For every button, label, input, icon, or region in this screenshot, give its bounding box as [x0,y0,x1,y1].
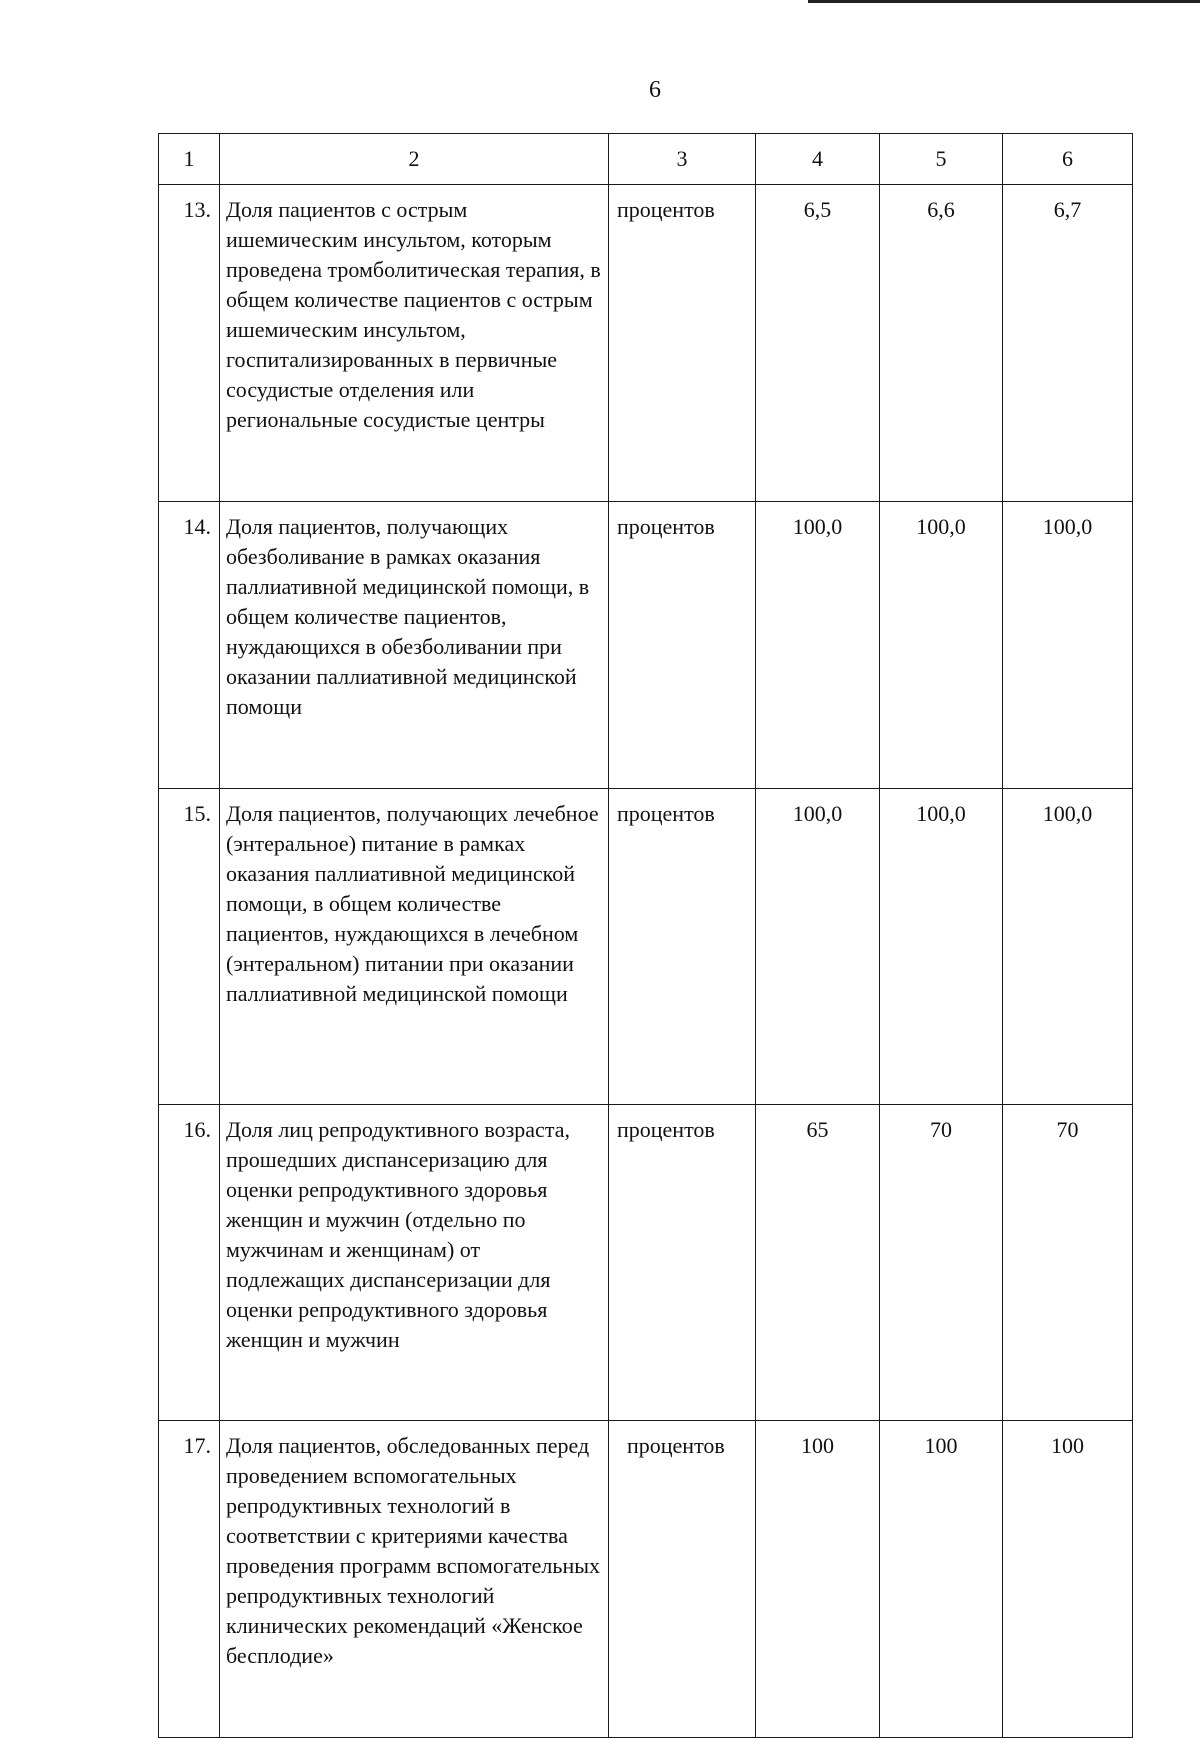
unit-of-measure: процентов [609,185,756,502]
unit-of-measure: процентов [609,502,756,789]
value-col-4: 100,0 [756,789,880,1105]
value-col-4: 100 [756,1421,880,1738]
header-cell-4: 4 [756,134,880,185]
row-number: 13. [159,185,220,502]
indicator-description: Доля пациентов с острым ишемическим инсультом, которым проведена тромболитическая терапия, в общем количестве пациентов с острым ишемическим инсультом, госпитализированных в первичные сосудистые отделения или региональные сосудистые центры [220,185,609,502]
value-col-6: 100,0 [1003,502,1133,789]
unit-of-measure: процентов [609,1105,756,1421]
table-row [159,789,1133,1105]
header-cell-6: 6 [1003,134,1133,185]
value-col-6: 6,7 [1003,185,1133,502]
header-cell-1: 1 [159,134,220,185]
value-col-5: 100,0 [880,502,1003,789]
header-cell-5: 5 [880,134,1003,185]
value-col-6: 100,0 [1003,789,1133,1105]
value-col-5: 70 [880,1105,1003,1421]
value-col-5: 6,6 [880,185,1003,502]
row-number: 16. [159,1105,220,1421]
value-col-4: 100,0 [756,502,880,789]
header-row [159,134,1133,185]
row-number: 15. [159,789,220,1105]
page-number: 6 [649,77,661,103]
scan-edge-line [808,0,1200,3]
table-row [159,1105,1133,1421]
unit-of-measure: процентов [609,1421,756,1738]
indicator-description: Доля лиц репродуктивного возраста, прошедших диспансеризацию для оценки репродуктивного здоровья женщин и мужчин (отдельно по мужчинам и женщинам) от подлежащих диспансеризации для оценки репродуктивного здоровья женщин и мужчин [220,1105,609,1421]
value-col-4: 6,5 [756,185,880,502]
value-col-6: 100 [1003,1421,1133,1738]
table-row [159,185,1133,502]
unit-of-measure: процентов [609,789,756,1105]
value-col-5: 100,0 [880,789,1003,1105]
indicator-description: Доля пациентов, обследованных перед проведением вспомогательных репродуктивных технологий в соответствии с критериями качества проведения программ вспомогательных репродуктивных технологий клинических рекомендаций «Женское бесплодие» [220,1421,609,1738]
row-number: 17. [159,1421,220,1738]
row-number: 14. [159,502,220,789]
table-row [159,502,1133,789]
value-col-4: 65 [756,1105,880,1421]
value-col-5: 100 [880,1421,1003,1738]
indicator-description: Доля пациентов, получающих обезболивание в рамках оказания паллиативной медицинской помощи, в общем количестве пациентов, нуждающихся в обезболивании при оказании паллиативной медицинской помощи [220,502,609,789]
header-cell-3: 3 [609,134,756,185]
indicator-description: Доля пациентов, получающих лечебное (энтеральное) питание в рамках оказания паллиативной медицинской помощи, в общем количестве пациентов, нуждающихся в лечебном (энтеральном) питании при оказании паллиативной медицинской помощи [220,789,609,1105]
indicators-table [158,133,1133,1738]
value-col-6: 70 [1003,1105,1133,1421]
header-cell-2: 2 [220,134,609,185]
table-row [159,1421,1133,1738]
